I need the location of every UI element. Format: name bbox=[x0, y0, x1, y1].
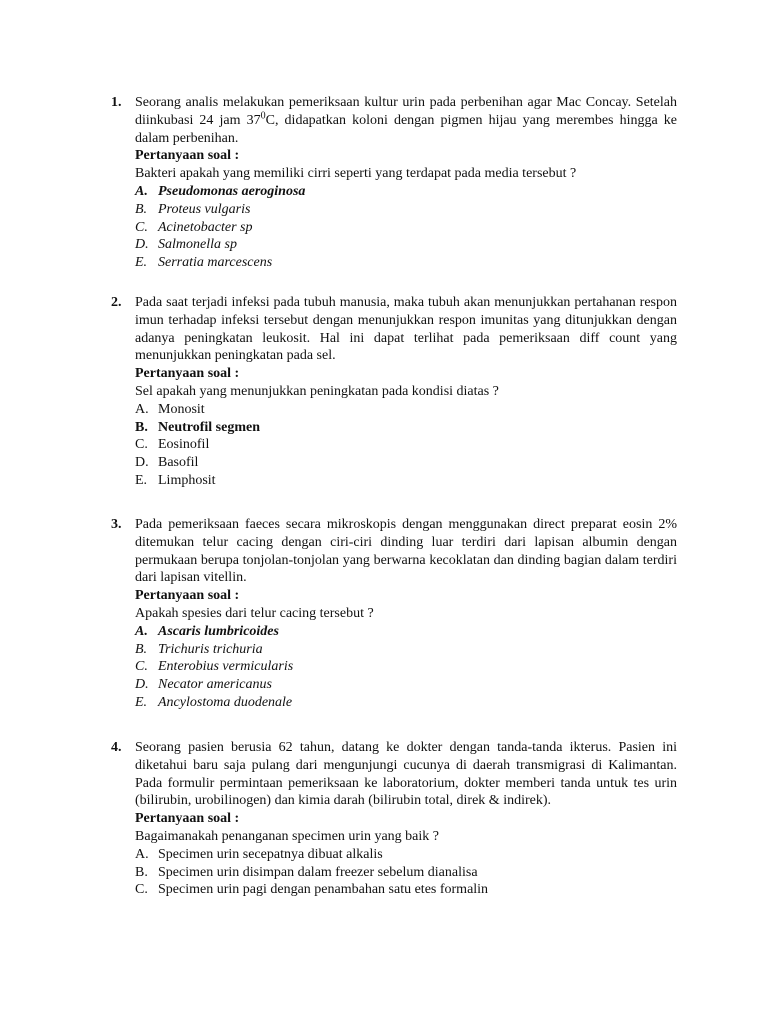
option-b: B. Trichuris trichuria bbox=[135, 641, 263, 657]
question-stem: Pada saat terjadi infeksi pada tubuh manusia, maka tubuh akan menunjukkan pertahanan respon imun terhadap infeksi tersebut dengan menunjukkan respon imunitas yang ditunjukkan dengan adanya peningkatan leukosit. Hal ini dapat terlihat pada pemeriksaan diff count yang menunjukkan peningkatan pada sel. bbox=[135, 295, 677, 364]
option-b: B. Neutrofil segmen bbox=[135, 419, 260, 435]
option-a: A. Ascaris lumbricoides bbox=[135, 623, 279, 639]
options-list bbox=[135, 401, 677, 490]
question-label: Pertanyaan soal : bbox=[135, 148, 240, 164]
question-stem: Seorang analis melakukan pemeriksaan kultur urin pada perbenihan agar Mac Concay. Setelah diinkubasi 24 jam $37^0C$, didapatkan koloni dengan pigmen hijau yang merembes hingga ke dalam perbenihan. bbox=[135, 95, 678, 146]
options-list bbox=[135, 623, 677, 712]
option-d: D. Salmonella sp bbox=[135, 237, 237, 253]
question-2 bbox=[111, 294, 677, 490]
question-prompt: Bakteri apakah yang memiliki cirri seperti yang terdapat pada media tersebut ? bbox=[135, 166, 577, 182]
options-list bbox=[135, 183, 677, 272]
option-e: E. Limphosit bbox=[135, 472, 216, 488]
option-e: E. Ancylostoma duodenale bbox=[135, 694, 293, 710]
options-list bbox=[135, 846, 677, 899]
option-c: C. Eosinofil bbox=[135, 437, 210, 453]
question-prompt: Apakah spesies dari telur cacing tersebut ? bbox=[135, 605, 374, 621]
question-prompt: Bagaimanakah penanganan specimen urin yang baik ? bbox=[135, 828, 439, 844]
question-prompt: Sel apakah yang menunjukkan peningkatan pada kondisi diatas ? bbox=[135, 383, 499, 399]
question-label: Pertanyaan soal : bbox=[135, 588, 240, 604]
option-a: A. Monosit bbox=[135, 401, 205, 417]
option-b: B. Specimen urin disimpan dalam freezer sebelum dianalisa bbox=[135, 864, 478, 880]
option-c: C. Acinetobacter sp bbox=[135, 219, 253, 235]
option-b: B. Proteus vulgaris bbox=[135, 201, 251, 217]
option-a: A. Pseudomonas aeroginosa bbox=[135, 183, 306, 199]
option-c: C. Enterobius vermicularis bbox=[135, 659, 294, 675]
question-4 bbox=[111, 739, 677, 899]
question-number: 3. bbox=[111, 517, 122, 532]
question-1 bbox=[111, 94, 677, 272]
question-number: 2. bbox=[111, 295, 122, 310]
question-label: Pertanyaan soal : bbox=[135, 366, 240, 382]
question-label: Pertanyaan soal : bbox=[135, 811, 240, 827]
question-3 bbox=[111, 516, 677, 712]
question-number: 4. bbox=[111, 740, 122, 755]
option-d: D. Necator americanus bbox=[135, 677, 272, 693]
option-c: C. Specimen urin pagi dengan penambahan satu etes formalin bbox=[135, 882, 489, 898]
question-number: 1. bbox=[111, 95, 122, 110]
option-d: D. Basofil bbox=[135, 455, 199, 471]
question-stem: Seorang pasien berusia 62 tahun, datang ke dokter dengan tanda-tanda ikterus. Pasien ini diketahui baru saja pulang dari mengunjungi cucunya di daerah transmigrasi di Kalimantan. Pada formulir permintaan pemeriksaan ke laboratorium, dokter memberi tanda untuk tes urin (bilirubin, urobilinogen) dan kimia darah (bilirubin total, direk & indirek). bbox=[135, 740, 677, 809]
option-a: A. Specimen urin secepatnya dibuat alkalis bbox=[135, 846, 383, 862]
question-stem: Pada pemeriksaan faeces secara mikroskopis dengan menggunakan direct preparat eosin 2% ditemukan telur cacing dengan ciri-ciri dinding luar terdiri dari lapisan albumin dengan permukaan berupa tonjolan-tonjolan yang berwarna kecoklatan dan dinding bagian dalam terdiri dari lapisan vitellin. bbox=[135, 517, 677, 586]
option-e: E. Serratia marcescens bbox=[135, 255, 273, 271]
